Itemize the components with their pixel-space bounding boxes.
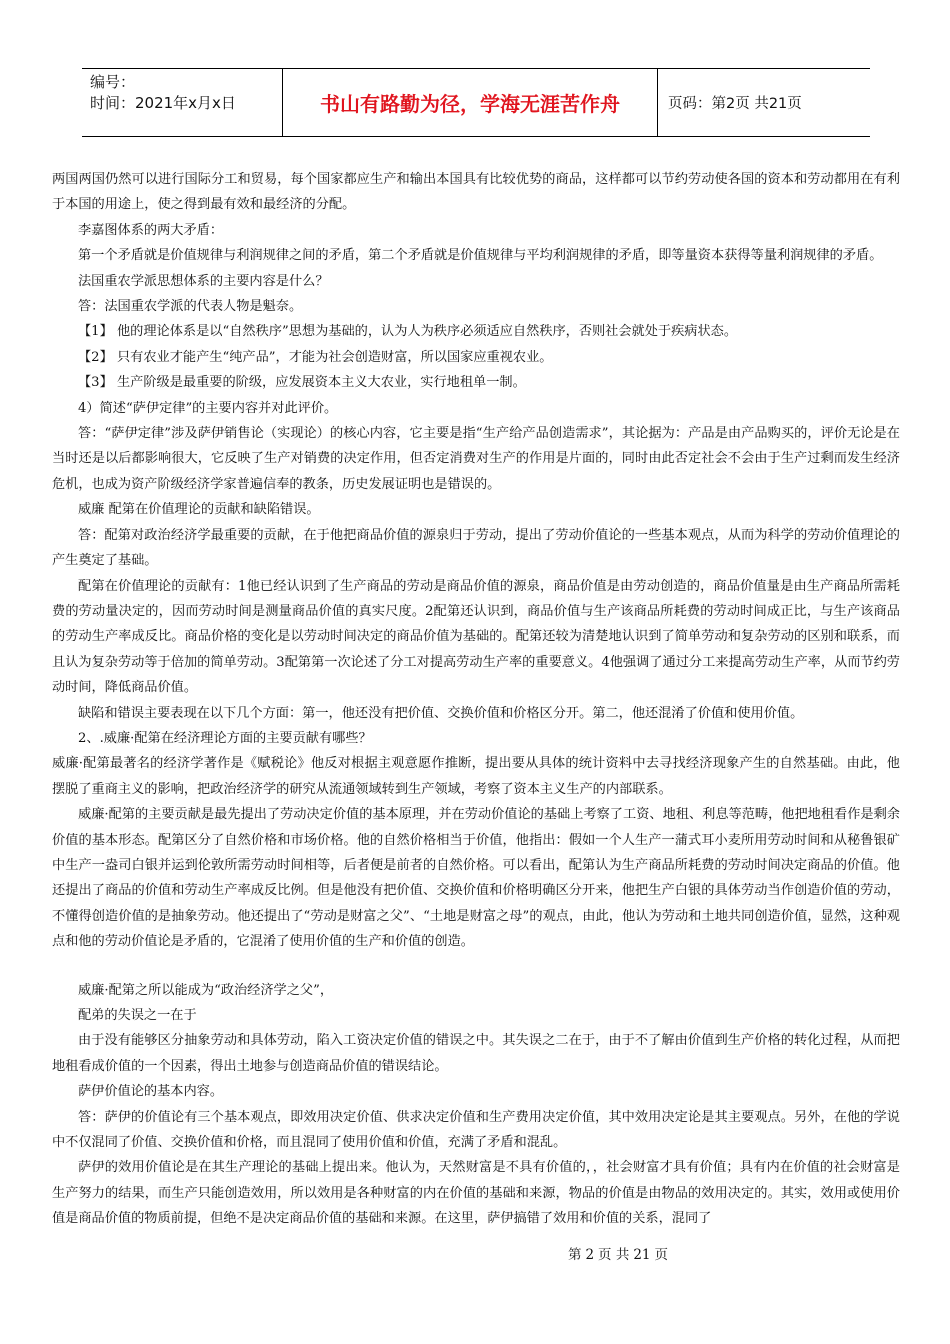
footer-mid: 页 共 [598, 1247, 630, 1263]
header-meta [82, 69, 283, 136]
paragraph: 威廉 配第在价值理论的贡献和缺陷错误。 [78, 502, 320, 518]
document-body [52, 167, 900, 1232]
paragraph: 答：配第对政治经济学最重要的贡献，在于他把商品价值的源泉归于劳动，提出了劳动价值论的一些基本观点，从而为科学的劳动价值理论的产生奠定了基础。 [52, 527, 900, 569]
paragraph: 由于没有能够区分抽象劳动和具体劳动，陷入工资决定价值的错误之中。其失误之二在于，由于不了解由价值到生产价格的转化过程，从而把地租看成价值的一个因素，得出土地参与创造商品价值的错误结论。 [52, 1033, 900, 1074]
paragraph: 第一个矛盾就是价值规律与利润规律之间的矛盾，第二个矛盾就是价值规律与平均利润规律的矛盾，即等量资本获得等量利润规律的矛盾。 [78, 248, 883, 264]
footer-suffix: 页 [654, 1247, 669, 1263]
paragraph: 两国两国仍然可以进行国际分工和贸易，每个国家都应生产和输出本国具有比较优势的商品，这样都可以节约劳动使各国的资本和劳动都用在有利于本国的用途上，使之得到最有效和最经济的分配。 [52, 172, 900, 213]
paragraph: 威廉·配第的主要贡献是最先提出了劳动决定价值的基本原理，并在劳动价值论的基础上考察了工资、地租、利息等范畴，他把地租看作是剩余价值的基本形态。配第区分了自然价格和市场价格。他的自然价格相当于价值，他指出：假如一个人生产一蒲式耳小麦所用劳动时间和从秘鲁银矿中生产一盎司白银并运到伦敦所需劳动时间相等，后者便是前者的自然价格。可以看出，配第认为生产商品所耗费的劳动时间决定商品的价值。他还提出了商品的价值和劳动生产率成反比例。但是他没有把价值、交换价值和价格明确区分开来，他把生产白银的具体劳动当作创造价值的劳动，不懂得创造价值的是抽象劳动。他还提出了“劳动是财富之父”、“土地是财富之母”的观点，由此，他认为劳动和土地共同创造价值，显然，这种观点和他的劳动价值论是矛盾的，它混淆了使用价值的生产和价值的创造。 [52, 807, 900, 950]
paragraph: 威廉·配第最著名的经济学著作是《赋税论》他反对根据主观意愿作推断，提出要从具体的统计资料中去寻找经济现象产生的自然基础。由此，他摆脱了重商主义的影响，把政治经济学的研究从流通领域转到生产领域，考察了资本主义生产的内部联系。 [52, 756, 900, 797]
paragraph: 4）简述“萨伊定律”的主要内容并对此评价。 [78, 400, 338, 416]
list-item: 【3】 生产阶级是最重要的阶级，应发展资本主义大农业，实行地租单一制。 [78, 375, 526, 391]
paragraph: 2、.威廉·配第在经济理论方面的主要贡献有哪些？ [78, 730, 372, 746]
paragraph: 萨伊价值论的基本内容。 [78, 1084, 224, 1100]
paragraph: 答：“萨伊定律”涉及萨伊销售论（实现论）的核心内容，它主要是指“生产给产品创造需求”，其论据为：产品是由产品购买的，评价无论是在当时还是以后都影响很大，它反映了生产对销费的决定作用，但否定消费对生产的作用是片面的，同时由此否定社会不会由于生产过剩而发生经济危机，也成为资产阶级经济学家普遍信奉的教条，历史发展证明也是错误的。 [52, 426, 900, 492]
list-item: 【2】 只有农业才能产生“纯产品”，才能为社会创造财富，所以国家应重视农业。 [78, 349, 553, 365]
paragraph: 李嘉图体系的两大矛盾： [78, 222, 224, 238]
footer-prefix: 第 [567, 1247, 582, 1263]
paragraph: 配弟的失误之一在于 [78, 1008, 197, 1023]
page-header [82, 68, 870, 137]
footer-total-pages: 21 [633, 1247, 651, 1263]
header-number-label: 编号： [90, 73, 136, 91]
page-footer [0, 1243, 950, 1263]
list-item: 【1】 他的理论体系是以“自然秩序”思想为基础的，认为人为秩序必须适应自然秩序，否则社会就处于疾病状态。 [78, 324, 738, 340]
header-page-label: 页码：第2页 共21页 [668, 96, 802, 112]
paragraph: 配第在价值理论的贡献有：1他已经认识到了生产商品的劳动是商品价值的源泉，商品价值是由劳动创造的，商品价值量是由生产商品所需耗费的劳动量决定的，因而劳动时间是测量商品价值的真实尺度。2配第还认识到，商品价值与生产该商品所耗费的劳动时间成正比，与生产该商品的劳动生产率成反比。商品价格的变化是以劳动时间决定的商品价值为基础的。配第还较为清楚地认识到了简单劳动和复杂劳动的区别和联系，而且认为复杂劳动等于倍加的简单劳动。3配第第一次论述了分工对提高劳动生产率的重要意义。4他强调了通过分工来提高劳动生产率，从而节约劳动时间，降低商品价值。 [52, 578, 900, 696]
paragraph: 法国重农学派思想体系的主要内容是什么？ [78, 273, 329, 289]
paragraph: 缺陷和错误主要表现在以下几个方面：第一，他还没有把价值、交换价值和价格区分开。第二，他还混淆了价值和使用价值。 [78, 705, 804, 721]
header-date-label: 时间：2021年x月x日 [90, 94, 236, 112]
paragraph: 威廉·配第之所以能成为“政治经济学之父”， [78, 982, 334, 998]
paragraph: 答：法国重农学派的代表人物是魁奈。 [78, 299, 303, 315]
footer-page-number: 2 [585, 1247, 595, 1263]
paragraph: 萨伊的效用价值论是在其生产理论的基础上提出来。他认为，天然财富是不具有价值的，，社会财富才具有价值；具有内在价值的社会财富是生产努力的结果，而生产只能创造效用，所以效用是各种财富的内在价值的基础和来源，物品的价值是由物品的效用决定的。其实，效用或使用价值是商品价值的物质前提，但绝不是决定商品价值的基础和来源。在这里，萨伊搞错了效用和价值的关系，混同了 [52, 1160, 900, 1227]
paragraph: 答：萨伊的价值论有三个基本观点，即效用决定价值、供求决定价值和生产费用决定价值，其中效用决定论是其主要观点。另外，在他的学说中不仅混同了价值、交换价值和价格，而且混同了使用价值和价值，充满了矛盾和混乱。 [52, 1109, 900, 1151]
header-motto: 书山有路勤为径，学海无涯苦作舟 [283, 69, 658, 136]
